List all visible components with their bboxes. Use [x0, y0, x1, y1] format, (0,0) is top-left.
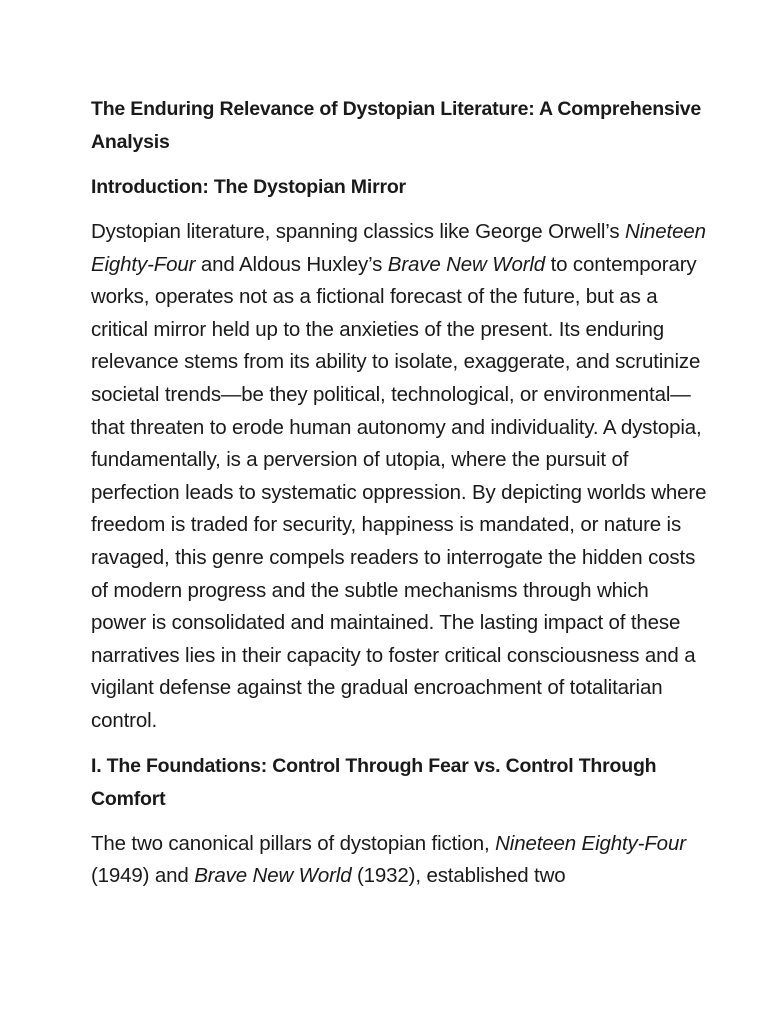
intro-text-2: and Aldous Huxley’s	[195, 252, 388, 276]
intro-text-3: to contemporary works, operates not as a fictional forecast of the future, but as a critical mirror held up to the anxieties of the present. Its enduring relevance stems from its ability to isolate, exaggerate, and scrutinize societal trends—be they political, technological, or environmental—that threaten to erode human autonomy and individuality. A dystopia, fundamentally, is a perversion of utopia, where the pursuit of perfection leads to systematic oppression. By depicting worlds where freedom is traded for security, happiness is mandated, or nature is ravaged, this genre compels readers to interrogate the hidden costs of modern progress and the subtle mechanisms through which power is consolidated and maintained. The lasting impact of these narratives lies in their capacity to foster critical consciousness and a vigilant defense against the gradual encroachment of totalitarian control.	[91, 252, 707, 732]
section1-title-brave-new-world: Brave New World	[194, 864, 352, 888]
document-title: The Enduring Relevance of Dystopian Literature: A Comprehensive Analysis	[91, 98, 702, 153]
intro-heading: Introduction: The Dystopian Mirror	[91, 176, 406, 198]
intro-title-1984: Nineteen Eighty-Four	[91, 220, 706, 276]
section1-text-3: (1932), established two	[351, 864, 566, 888]
section1-heading: I. The Foundations: Control Through Fear vs. Control Through Comfort	[91, 754, 657, 810]
section1-text-2: (1949) and	[91, 864, 195, 888]
section1-text-1: The two canonical pillars of dystopian fiction,	[91, 831, 496, 855]
intro-paragraph	[91, 216, 708, 738]
section1-title-1984: Nineteen Eighty-Four	[495, 831, 686, 855]
section1-paragraph	[91, 828, 708, 893]
intro-title-brave-new-world: Brave New World	[387, 252, 546, 276]
intro-text-1: Dystopian literature, spanning classics like George Orwell’s	[91, 220, 625, 243]
